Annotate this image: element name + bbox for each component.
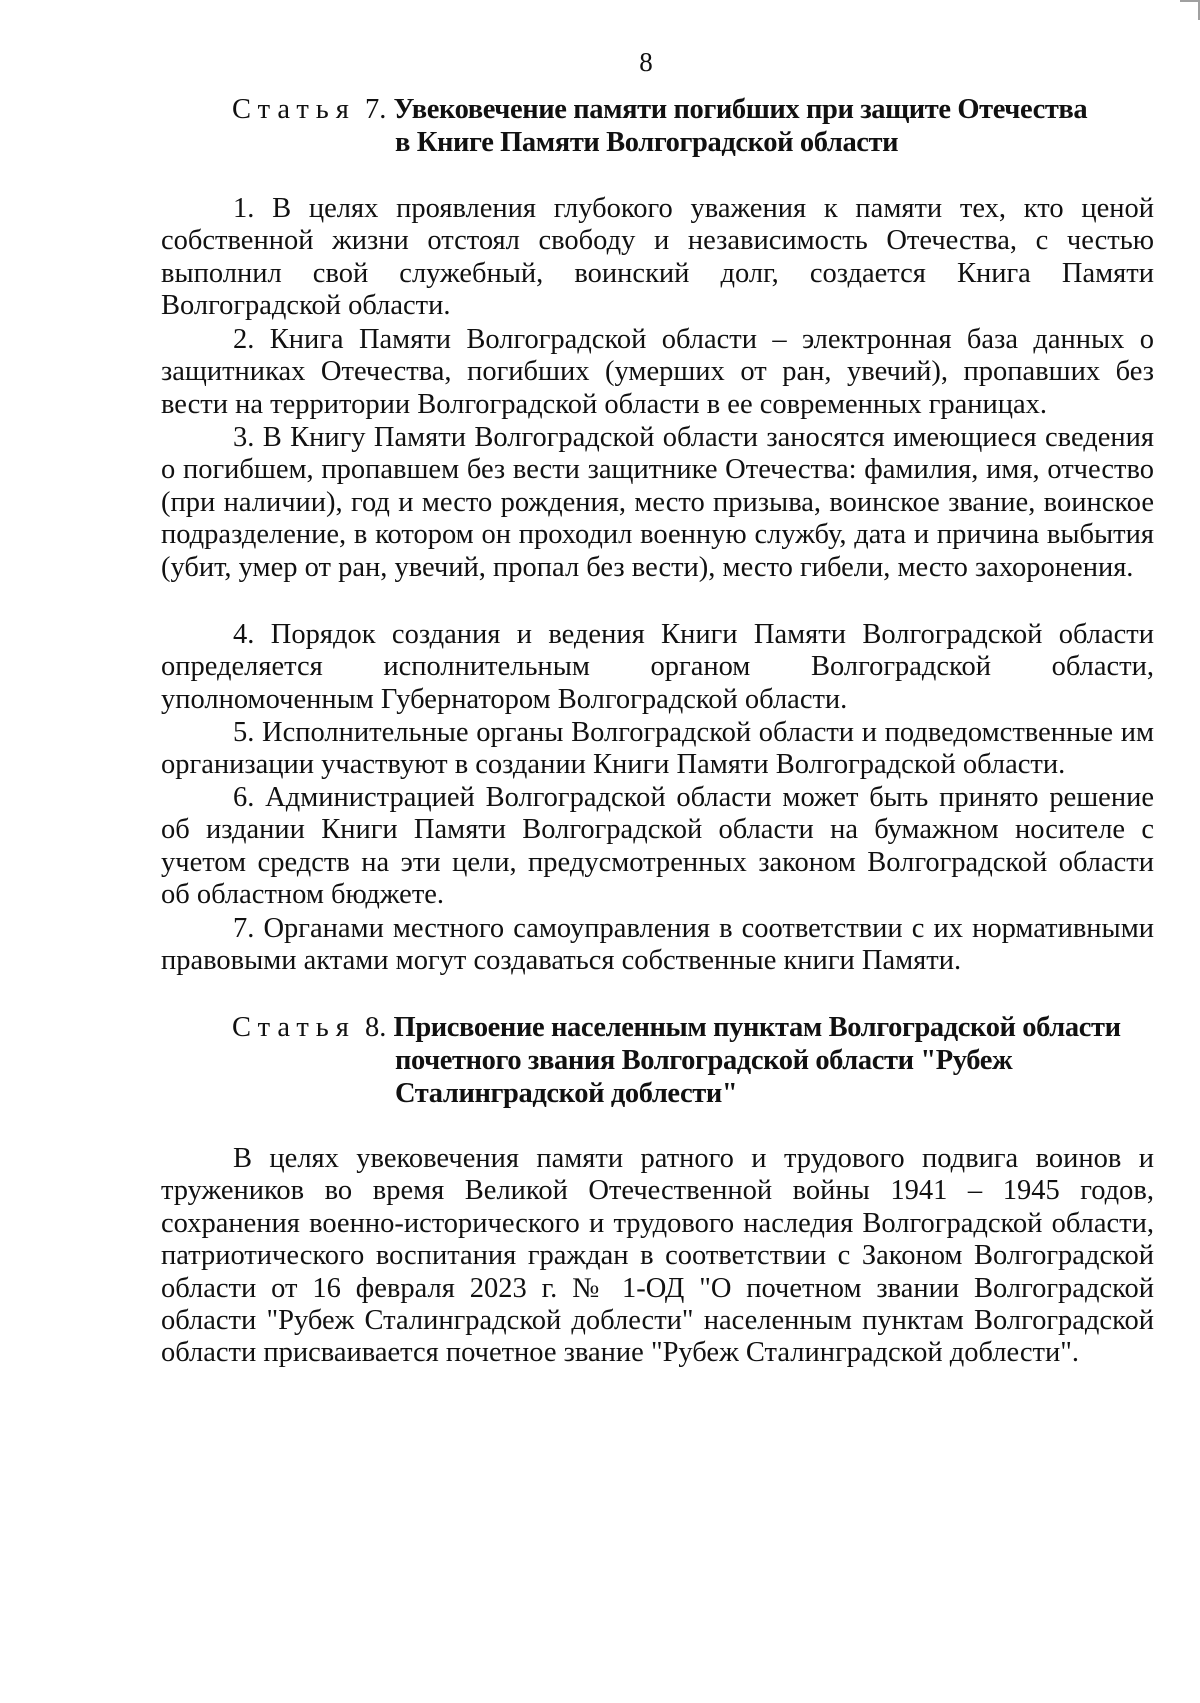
article-label: Статья — [232, 94, 356, 125]
page-number: 8 — [639, 47, 653, 77]
article-number: 8. — [365, 1012, 387, 1043]
article-7-paragraph-6: 6. Администрацией Волгоградской области может быть принято решение об издании Книги Памяти Волгоградской области на бумажном носителе с учетом средств на эти цели, предусмотренных законом Волгоградской области об областном бюджете. — [161, 782, 1154, 911]
article-title-line: Сталинградской доблести" — [395, 1078, 738, 1109]
article-title-line: почетного звания Волгоградской области "Рубеж — [395, 1045, 1013, 1076]
article-label: Статья — [232, 1012, 356, 1043]
article-7-paragraph-4: 4. Порядок создания и ведения Книги Памяти Волгоградской области определяется исполнительным органом Волгоградской области, уполномоченным Губернатором Волгоградской области. — [161, 619, 1154, 715]
article-title-line: Присвоение населенным пунктам Волгоградской области — [393, 1012, 1121, 1043]
article-7-paragraph-2: 2. Книга Памяти Волгоградской области – электронная база данных о защитниках Отечества, погибших (умерших от ран, увечий), пропавших без вести на территории Волгоградской области в ее современных границах. — [161, 324, 1154, 420]
scan-corner-mark — [1180, 0, 1200, 20]
article-7-paragraph-1: 1. В целях проявления глубокого уважения к памяти тех, кто ценой собственной жизни отстоял свободу и независимость Отечества, с честью выполнил свой служебный, воинский долг, создается Книга Памяти Волгоградской области. — [161, 193, 1154, 322]
article-number: 7. — [365, 94, 387, 125]
article-title-line: в Книге Памяти Волгоградской области — [395, 127, 899, 158]
article-7-paragraph-5: 5. Исполнительные органы Волгоградской области и подведомственные им организации участвуют в создании Книги Памяти Волгоградской области. — [161, 717, 1154, 781]
article-7-paragraph-3: 3. В Книгу Памяти Волгоградской области заносятся имеющиеся сведения о погибшем, пропавшем без вести защитнике Отечества: фамилия, имя, отчество (при наличии), год и место рождения, место призыва, воинское звание, воинское подразделение, в котором он проходил военную службу, дата и причина выбытия (убит, умер от ран, увечий, пропал без вести), место гибели, место захоронения. — [161, 422, 1154, 583]
article-title-line: Увековечение памяти погибших при защите Отечества — [393, 94, 1088, 125]
article-8-heading — [232, 1011, 1121, 1044]
article-7-heading — [232, 93, 1087, 126]
article-7-paragraph-7: 7. Органами местного самоуправления в соответствии с их нормативными правовыми актами могут создаваться собственные книги Памяти. — [161, 913, 1154, 977]
article-8-paragraph-1: В целях увековечения памяти ратного и трудового подвига воинов и тружеников во время Великой Отечественной войны 1941 – 1945 годов, сохранения военно-исторического и трудового наследия Волгоградской области, патриотического воспитания граждан в соответствии с Законом Волгоградской области от 16 февраля 2023 г. № 1-ОД "О почетном звании Волгоградской области "Рубеж Сталинградской доблести" населенным пунктам Волгоградской области присваивается почетное звание "Рубеж Сталинградской доблести". — [161, 1143, 1154, 1369]
